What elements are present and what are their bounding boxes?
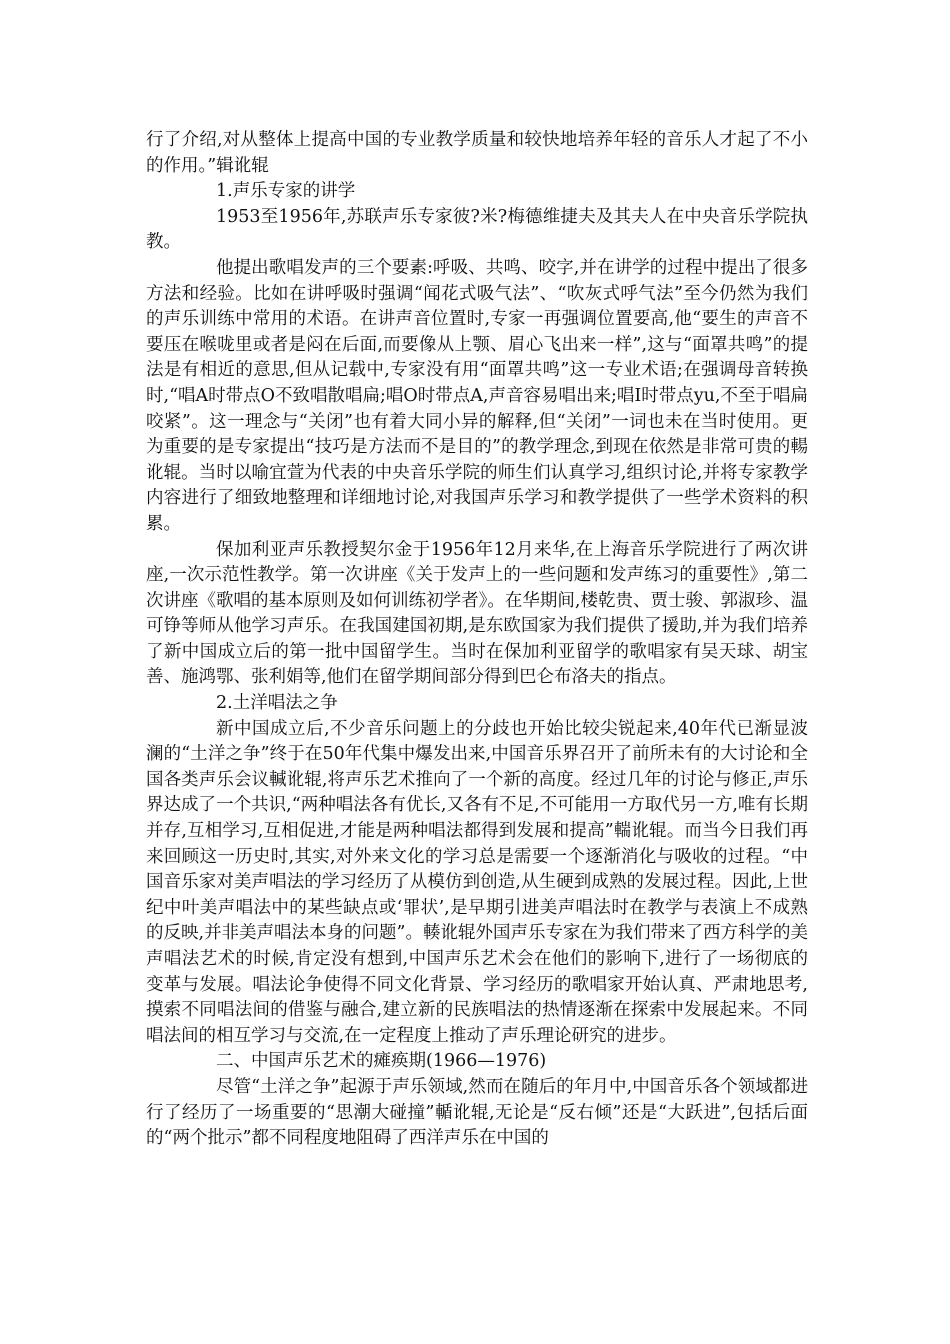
paragraph-soviet-expert: 1953至1956年,苏联声乐专家彼?米?梅德维捷夫及其夫人在中央音乐学院执教。 — [146, 206, 808, 253]
section-heading-expert-lectures: 1.声乐专家的讲学 — [216, 181, 356, 202]
paragraph-bulgarian-professor: 保加利亚声乐教授契尔金于1956年12月来华,在上海音乐学院进行了两次讲座,一次示范性教学。第一次讲座《关于发声上的一些问题和发声练习的重要性》,第二次讲座《歌唱的基本原则及如何训练初学者》。在华期间,楼乾贵、贾士骏、郭淑珍、温可铮等师从他学习声乐。在我国建国初期,是东欧国家为我们提供了援助,并为我们培养了新中国成立后的第一批中国留学生。当时在保加利亚留学的歌唱家有吴天球、胡宝善、施鸿鄂、张利娟等,他们在留学期间部分得到巴仑布洛夫的指点。 — [146, 539, 808, 688]
paragraph-singing-elements: 他提出歌唱发声的三个要素:呼吸、共鸣、咬字,并在讲学的过程中提出了很多方法和经验。比如在讲呼吸时强调“闻花式吸气法”、“吹灰式呼气法”至今仍然为我们的声乐训练中常用的术语。在讲声音位置时,专家一再强调位置要高,他“要生的声音不要压在喉咙里或者是闷在后面,而要像从上颚、眉心飞出来一样”,这与“面罩共鸣”的提法是有相近的意思,但从记载中,专家没有用“面罩共鸣”这一专业术语;在强调母音转换时,“唱A时带点O不致唱散唱扁;唱O时带点A,声音容易唱出来;唱I时带点yu,不至于唱扁咬紧”。这一理念与“关闭”也有着大同小异的解释,但“关闭”一词也未在当时使用。更为重要的是专家提出“技巧是方法而不是目的”的教学理念,到现在依然是非常可贵的輰讹辊。当时以喻宜萱为代表的中央音乐学院的师生们认真学习,组织讨论,并将专家教学内容进行了细致地整理和详细地讨论,对我国声乐学习和教学提供了一些学术资料的积累。 — [146, 257, 808, 534]
section-heading-paralysis-period: 二、中国声乐艺术的瘫痪期(1966—1976) — [216, 1051, 547, 1072]
paragraph-continuation: 行了介绍,对从整体上提高中国的专业教学质量和较快地培养年轻的音乐人才起了不小的作用。”辑讹辊 — [146, 130, 808, 176]
document-page — [146, 128, 808, 1152]
paragraph-singing-debate: 新中国成立后,不少音乐问题上的分歧也开始比较尖锐起来,40年代已渐显波澜的“土洋之争”终于在50年代集中爆发出来,中国音乐界召开了前所未有的大讨论和全国各类声乐会议輱讹辊,将声乐艺术推向了一个新的高度。经过几年的讨论与修正,声乐界达成了一个共识,“两种唱法各有优长,又各有不足,不可能用一方取代另一方,唯有长期并存,互相学习,互相促进,才能是两种唱法都得到发展和提高”輲讹辊。而当今日我们再来回顾这一历史时,其实,对外来文化的学习总是需要一个逐渐消化与吸收的过程。“中国音乐家对美声唱法的学习经历了从模仿到创造,从生硬到成熟的发展过程。因此,上世纪中叶美声唱法中的某些缺点或‘罪状’,是早期引进美声唱法时在教学与表演上不成熟的反映,并非美声唱法本身的问题”。輳讹辊外国声乐专家在为我们带来了西方科学的美声唱法艺术的时候,肯定没有想到,中国声乐艺术会在他们的影响下,进行了一场彻底的变革与发展。唱法论争使得不同文化背景、学习经历的歌唱家开始认真、严肃地思考,摸索不同唱法间的借鉴与融合,建立新的民族唱法的热情逐渐在探索中发展起来。不同唱法间的相互学习与交流,在一定程度上推动了声乐理论研究的进步。 — [146, 718, 809, 1046]
paragraph-ideological-collision: 尽管“土洋之争”起源于声乐领域,然而在随后的年月中,中国音乐各个领域都进行了经历了一场重要的“思潮大碰撞”輴讹辊,无论是“反右倾”还是“大跃进”,包括后面的“两个批示”都不同程度地阻碍了西洋声乐在中国的 — [146, 1076, 808, 1149]
section-heading-singing-debate: 2.土洋唱法之争 — [216, 693, 338, 714]
